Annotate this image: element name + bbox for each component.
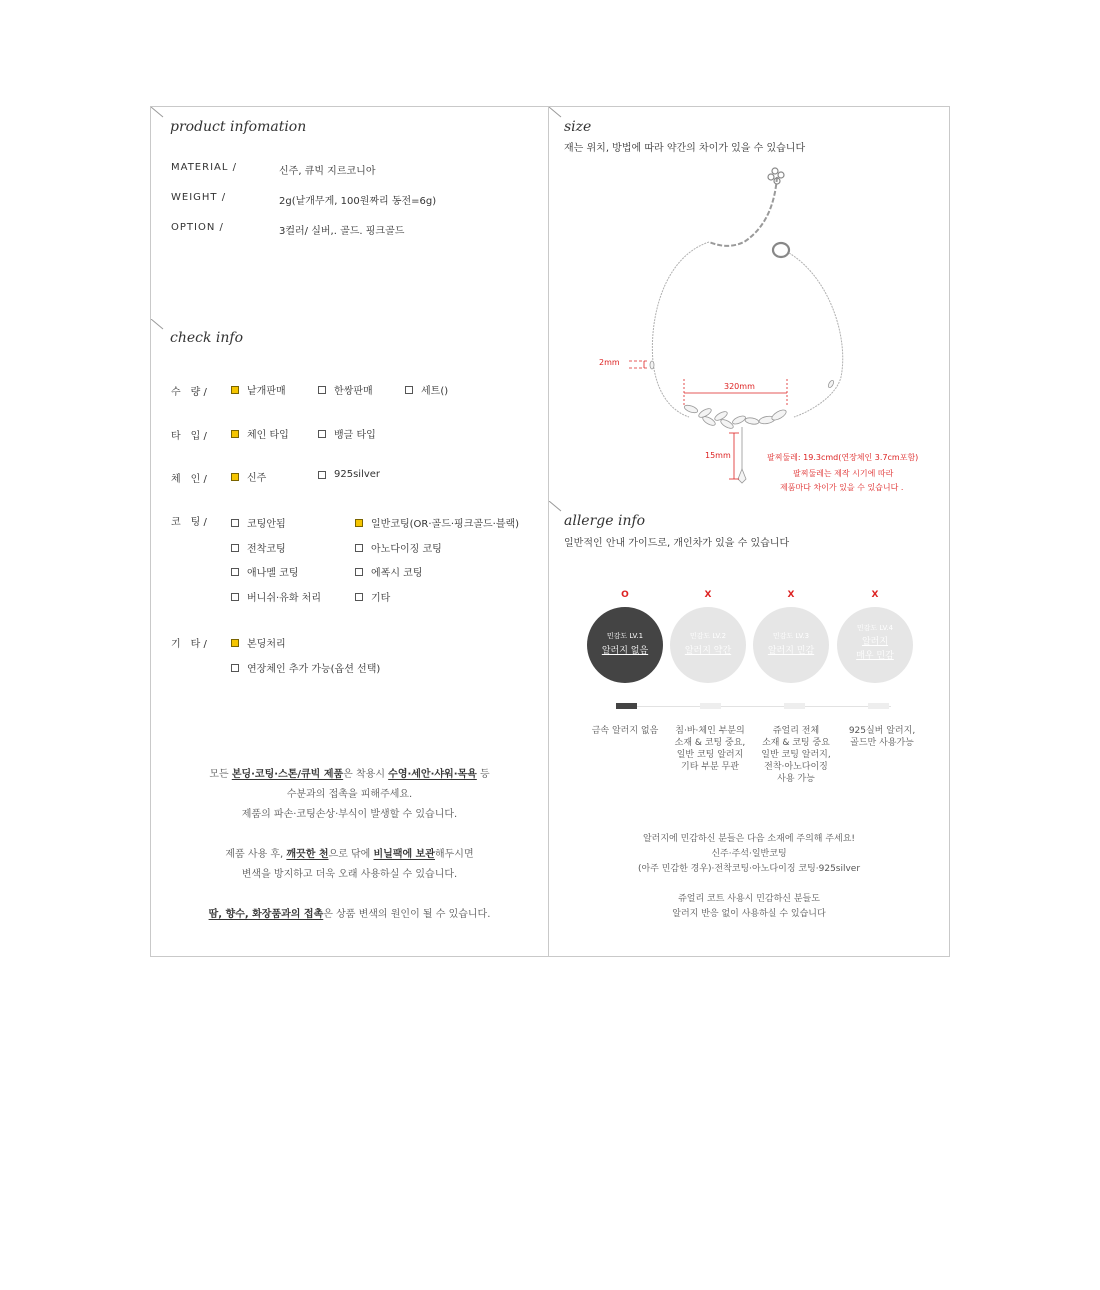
care-notice-line: 땀, 향수, 화장품과의 접촉은 상품 변색의 원인이 될 수 있습니다.	[208, 909, 491, 920]
level-1-description: 금속 알러지 없음	[591, 726, 659, 736]
size-note-line: 제품마다 차이가 있을 수 있습니다 .	[780, 483, 904, 492]
level-2-mark: X	[704, 590, 712, 600]
chain-option-silver: 925silver	[318, 469, 380, 480]
allergy-footer-line: 알러지 반응 없이 사용하실 수 있습니다	[672, 909, 826, 919]
checkbox-checked	[231, 639, 239, 647]
checkbox	[355, 568, 363, 576]
care-notice-line: 변색을 방지하고 더욱 오래 사용하실 수 있습니다.	[241, 869, 458, 880]
material-value: 신주, 큐빅 지르코니아	[279, 166, 376, 177]
level-2-description: 침·바·체인 부분의 소재 & 코팅 중요, 일반 코팅 알러지 기타 부분 무관	[674, 726, 746, 772]
level-1-text: 알러지 없음	[601, 646, 649, 656]
size-subtitle: 재는 위치, 방법에 따라 약간의 차이가 있을 수 있습니다	[564, 143, 806, 154]
size-note-line: 팔찌둘레는 제작 시기에 따라	[793, 469, 894, 478]
level-4-mark: X	[871, 590, 879, 600]
corner-mark	[151, 107, 164, 120]
level-track	[616, 706, 891, 707]
qty-category: 수 량 /	[171, 387, 207, 398]
checkbox	[355, 544, 363, 552]
coating-option: 아노다이징 코팅	[355, 540, 442, 555]
level-3-circle	[753, 607, 829, 683]
etc-option-extension: 연장체인 추가 가능(옵션 선택)	[231, 660, 380, 675]
checkbox-checked	[231, 430, 239, 438]
size-note-circumference: 팔찌둘레: 19.3cmd(연장체인 3.7cm포함)	[767, 453, 919, 462]
weight-value: 2g(낱개무게, 100원짜리 동전=6g)	[279, 196, 437, 207]
qty-option-set: 세트()	[405, 382, 448, 397]
checkbox	[231, 544, 239, 552]
care-notice-line: 수분과의 접촉을 피해주세요.	[286, 789, 413, 800]
dimension-15mm: 15mm	[705, 451, 731, 460]
level-3-description: 쥬얼리 전체 소재 & 코팅 중요 일반 코팅 알러지, 전착·아노다이징 사용 가능	[761, 726, 831, 784]
coating-option: 일반코팅(OR·골드·핑크골드·블랙)	[355, 515, 519, 530]
level-4-text: 알러지	[861, 637, 889, 647]
allergy-footer-line: 쥬얼리 코트 사용시 민감하신 분들도	[678, 894, 820, 904]
type-option-bangle: 뱅글 타입	[318, 426, 376, 441]
allergy-footer	[549, 831, 949, 931]
level-3-mark: X	[787, 590, 795, 600]
allergy-footer-line: 알러지에 민감하신 분들은 다음 소재에 주의해 주세요!	[642, 834, 856, 844]
allergy-footer-line: (아주 민감한 경우)·전착코팅·아노다이징 코팅·925silver	[637, 864, 861, 874]
level-2-text: 알러지 약간	[684, 646, 732, 656]
allergy-footer-line: 신주·주석·일반코팅	[711, 849, 787, 859]
coating-category: 코 팅 /	[171, 517, 207, 528]
level-indicator	[868, 703, 889, 709]
level-4-circle	[837, 607, 913, 683]
level-indicator	[784, 703, 805, 709]
care-notice-line: 제품의 파손·코팅손상·부식이 발생할 수 있습니다.	[241, 809, 458, 820]
type-option-chain: 체인 타입	[231, 426, 289, 441]
chain-option-brass: 신주	[231, 469, 266, 484]
level-indicator	[700, 703, 721, 709]
checkbox	[318, 430, 326, 438]
checkbox	[231, 593, 239, 601]
level-3-text: 알러지 민감	[767, 646, 815, 656]
level-3-label: 민감도 LV.3	[772, 632, 810, 640]
level-2-label: 민감도 LV.2	[689, 632, 727, 640]
checkbox	[231, 519, 239, 527]
dimension-320mm: 320mm	[724, 382, 755, 391]
level-4-label: 민감도 LV.4	[856, 624, 894, 632]
qty-option-pair: 한쌍판매	[318, 382, 373, 397]
option-label: OPTION /	[171, 222, 224, 233]
type-category: 타 입 /	[171, 431, 207, 442]
bracelet-image	[549, 107, 949, 507]
product-info-heading: product infomation	[170, 119, 307, 135]
level-4-description: 925실버 알러지, 골드만 사용가능	[848, 726, 916, 748]
level-1-circle	[587, 607, 663, 683]
checkbox-checked	[231, 386, 239, 394]
care-notice-line: 제품 사용 후, 깨끗한 천으로 닦에 비닐팩에 보관해두시면	[225, 849, 474, 860]
allergy-heading: allerge info	[564, 513, 646, 529]
etc-category: 기 타 /	[171, 639, 207, 650]
left-panel	[150, 106, 549, 957]
material-label: MATERIAL /	[171, 162, 237, 173]
coating-option: 코팅안됨	[231, 515, 286, 530]
option-value: 3컬러/ 실버,. 골드. 핑크골드	[279, 226, 405, 237]
check-info-heading: check info	[170, 330, 244, 346]
coating-option: 전착코팅	[231, 540, 286, 555]
coating-option: 버니쉬·유화 처리	[231, 589, 321, 604]
right-panel	[548, 106, 950, 957]
etc-option-bonding: 본딩처리	[231, 635, 286, 650]
checkbox-checked	[231, 473, 239, 481]
level-indicator-active	[616, 703, 637, 709]
level-1-mark: O	[621, 590, 629, 600]
corner-mark	[151, 319, 164, 332]
checkbox	[231, 568, 239, 576]
checkbox	[318, 471, 326, 479]
level-1-label: 민감도 LV.1	[606, 632, 644, 640]
qty-option-single: 낱개판매	[231, 382, 286, 397]
dimension-2mm: 2mm	[599, 358, 620, 367]
allergy-subtitle: 일반적인 안내 가이드로, 개인차가 있을 수 있습니다	[564, 538, 790, 549]
level-2-circle	[670, 607, 746, 683]
weight-label: WEIGHT /	[171, 192, 227, 203]
checkbox	[318, 386, 326, 394]
checkbox	[355, 593, 363, 601]
care-notice-line: 모든 본딩·코팅·스톤/큐빅 제품은 착용시 수영·세안·샤워·목욕 등	[209, 769, 490, 780]
coating-option: 에폭시 코팅	[355, 564, 422, 579]
coating-option: 기타	[355, 589, 390, 604]
coating-option: 애나멜 코팅	[231, 564, 298, 579]
checkbox	[231, 664, 239, 672]
chain-category: 체 인 /	[171, 474, 207, 485]
level-4-text: 매우 민감	[856, 651, 894, 661]
size-heading: size	[564, 119, 592, 135]
checkbox	[405, 386, 413, 394]
checkbox-checked	[355, 519, 363, 527]
